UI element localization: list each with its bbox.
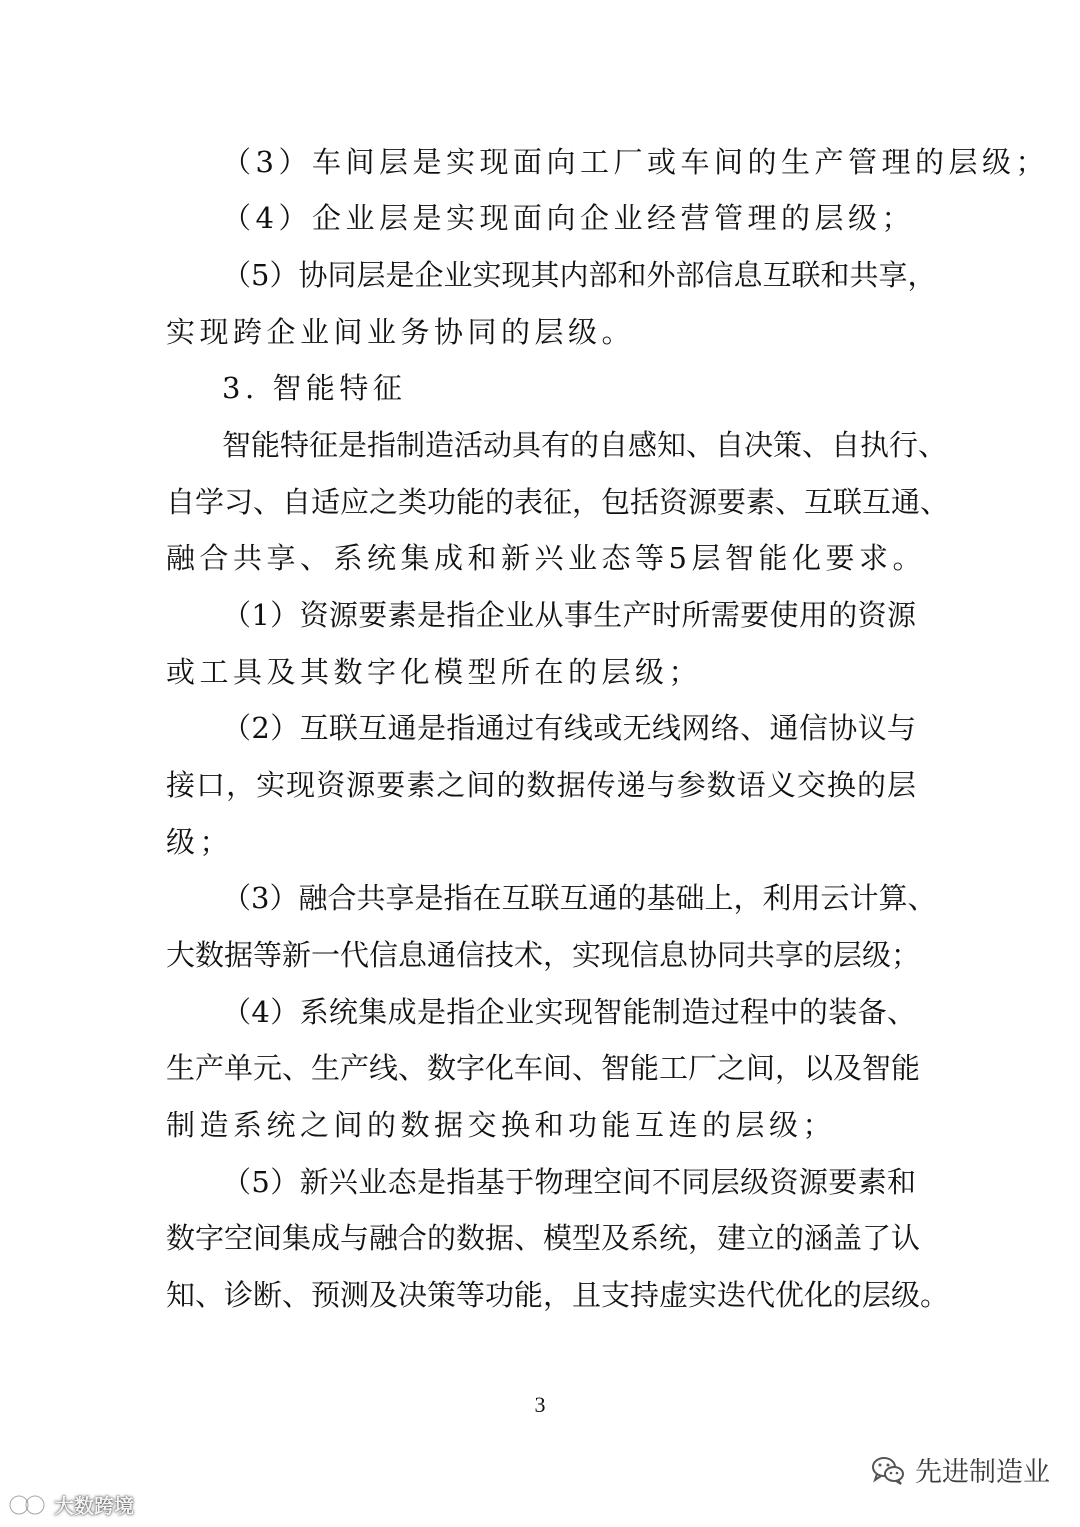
paragraph-line: 融合共享、系统集成和新兴业态等5层智能化要求。 xyxy=(166,541,926,575)
paragraph-line: 级； xyxy=(166,825,234,859)
watermark-left xyxy=(8,1490,134,1519)
wechat-icon xyxy=(871,1455,905,1485)
paragraph-line: （5）协同层是企业实现其内部和外部信息互联和共享， xyxy=(222,258,937,292)
paragraph-line: 智能特征是指制造活动具有的自感知、自决策、自执行、 xyxy=(222,428,948,462)
paragraph-line: （3）车间层是实现面向工厂或车间的生产管理的层级； xyxy=(222,145,1049,179)
paragraph-line: （3）融合共享是指在互联互通的基础上，利用云计算、 xyxy=(222,881,937,915)
paragraph-line: （4）系统集成是指企业实现智能制造过程中的装备、 xyxy=(222,995,916,1029)
camera-logo-icon xyxy=(8,1494,48,1516)
paragraph-line: 生产单元、生产线、数字化车间、智能工厂之间，以及智能 xyxy=(166,1051,921,1085)
paragraph-line: 或工具及其数字化模型所在的层级； xyxy=(166,655,703,689)
paragraph-line: 知、诊断、预测及决策等功能，且支持虚实迭代优化的层级。 xyxy=(166,1278,950,1312)
page-number: 3 xyxy=(534,1392,546,1417)
paragraph-line: 自学习、自适应之类功能的表征，包括资源要素、互联互通、 xyxy=(166,485,950,519)
paragraph-line: 接口，实现资源要素之间的数据传递与参数语义交换的层 xyxy=(166,768,916,802)
paragraph-line: 大数据等新一代信息通信技术，实现信息协同共享的层级； xyxy=(166,938,921,972)
paragraph-line: 数字空间集成与融合的数据、模型及系统，建立的涵盖了认 xyxy=(166,1221,921,1255)
section-heading: 3. 智能特征 xyxy=(222,371,407,405)
paragraph-line: （5）新兴业态是指基于物理空间不同层级资源要素和 xyxy=(222,1165,916,1199)
paragraph-line: （1）资源要素是指企业从事生产时所需要使用的资源 xyxy=(222,598,916,632)
paragraph-line: （4）企业层是实现面向企业经营管理的层级； xyxy=(222,201,915,235)
paragraph-line: 制造系统之间的数据交换和功能互连的层级； xyxy=(166,1108,837,1142)
watermark-right-text: 先进制造业 xyxy=(915,1457,1050,1488)
watermark-left-text: 大数跨境 xyxy=(54,1494,134,1518)
paragraph-line: （2）互联互通是指通过有线或无线网络、通信协议与 xyxy=(222,711,916,745)
watermark-right xyxy=(871,1450,1050,1489)
paragraph-line: 实现跨企业间业务协同的层级。 xyxy=(166,315,636,349)
